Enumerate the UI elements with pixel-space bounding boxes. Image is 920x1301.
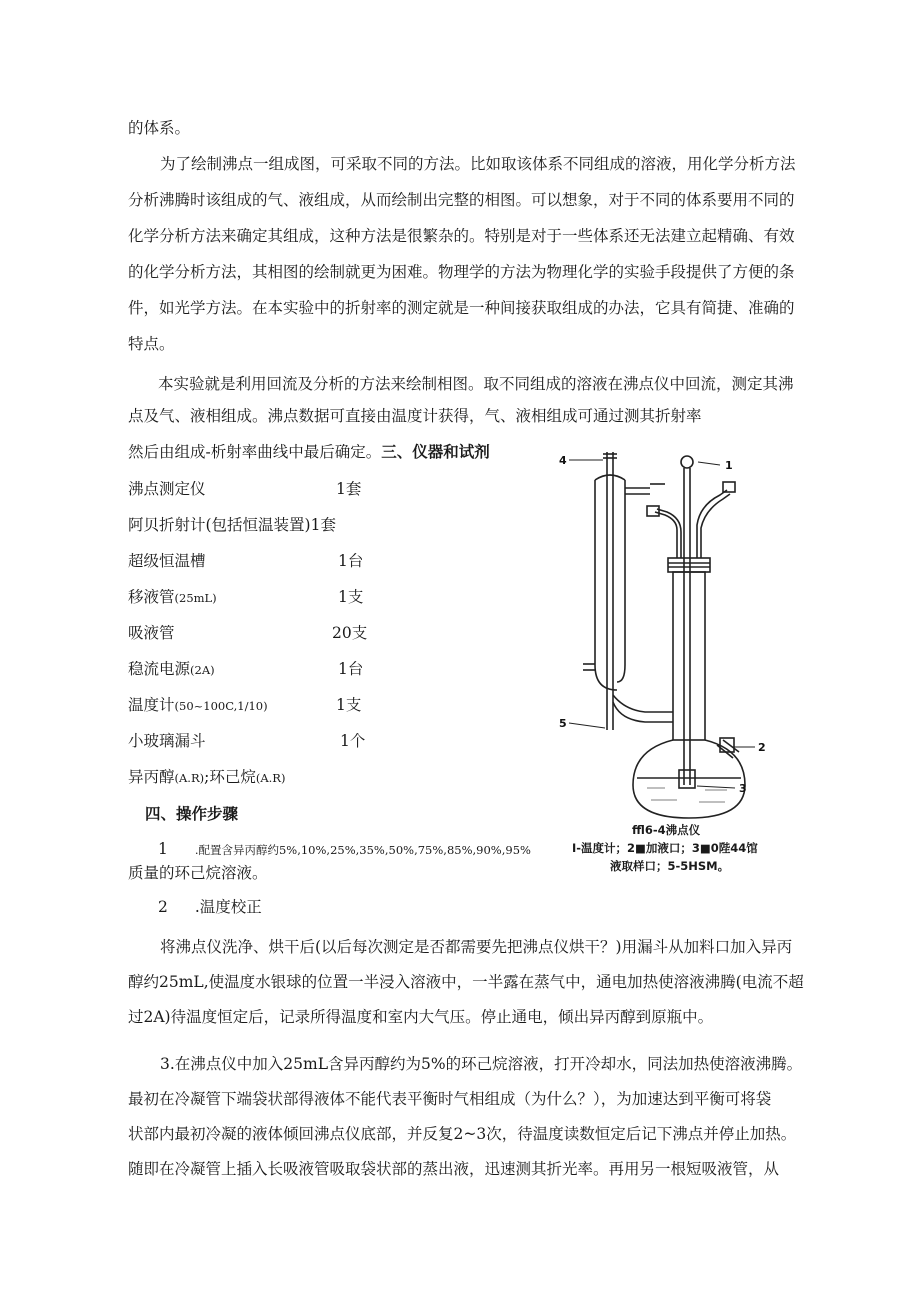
equipment-qty: 20支 [332, 624, 368, 642]
equipment-qty: 1支 [336, 696, 362, 714]
sampling-tap-left [647, 506, 659, 516]
text-line: 状部内最初冷凝的液体倾回沸点仪底部，并反复2~3次，待温度读数恒定后记下沸点并停止加热。 [128, 1125, 797, 1143]
diagram-label-1: 1 [725, 459, 733, 472]
label-leader [697, 786, 735, 788]
text-line: 为了绘制沸点一组成图，可采取不同的方法。比如取该体系不同组成的溶液，用化学分析方法 [160, 155, 796, 173]
paragraph-intro: 的体系。 [128, 119, 191, 137]
text-span: 然后由组成-析射率曲线中最后确定。 [128, 443, 382, 461]
condenser-outer-right [617, 480, 625, 682]
figure-caption-line: I-温度计；2■加液口；3■0陛44馆 [572, 841, 758, 855]
label-leader [569, 723, 605, 728]
equipment-qty: 1个 [340, 732, 366, 750]
equipment-qty: 1台 [338, 552, 364, 570]
diagram-label-3: 3 [739, 782, 747, 795]
diagram-label-2: 2 [758, 741, 766, 754]
equipment-name: 吸液管 [128, 624, 175, 642]
text-line: 将沸点仪洗净、烘干后(以后每次测定是否都需要先把沸点仪烘干？)用漏斗从加料口加入异丙 [160, 938, 793, 956]
diagram-label-4: 4 [559, 454, 567, 467]
equipment-name: 超级恒温槽 [128, 552, 206, 570]
equipment-name-detail: (A.R) [255, 771, 286, 785]
text-line [128, 440, 490, 462]
sampling-tube-right [701, 494, 730, 558]
equipment-name-detail: (A.R) [174, 771, 205, 785]
main-column [673, 572, 705, 740]
equipment-name: 小玻璃漏斗 [128, 732, 206, 750]
text-line: 的化学分析方法，其相图的绘制就更为困难。物理学的方法为物理化学的实验手段提供了方便的条 [128, 263, 795, 281]
equipment-qty: 1台 [338, 660, 364, 678]
sampling-tube-left [655, 512, 677, 558]
text-line: 最初在冷凝管下端袋状部得液体不能代表平衡时气相组成（为什么？），为加速达到平衡可将袋 [128, 1090, 772, 1108]
section-heading-equipment: 三、仪器和试剂 [381, 443, 490, 461]
diagram-label-5: 5 [559, 717, 567, 730]
section-heading-procedure: 四、操作步骤 [145, 805, 239, 823]
heater-coil [679, 770, 695, 788]
equipment-qty: 1支 [338, 588, 364, 606]
text-line: 化学分析方法来确定其组成，这种方法是很繁杂的。特别是对于一些体系还无法建立起精确、有效 [128, 227, 795, 245]
text-line: 醇约25mL,使温度水银球的位置一半浸入溶液中，一半露在蒸气中，通电加热使溶液沸腾(电流不超 [128, 973, 804, 991]
text-line: 分析沸腾时该组成的气、液组成，从而绘制出完整的相图。可以想象，对于不同的体系要用不同的 [128, 191, 795, 209]
equipment-name-detail: (2A) [190, 663, 215, 677]
text-line: 特点。 [128, 335, 175, 353]
equipment-name: 温度计(50~100C,1/10) [128, 696, 268, 714]
step-title: .温度校正 [194, 898, 262, 916]
equipment-name: 异丙醇(A.R);环己烷(A.R) [128, 768, 286, 786]
text-line: 件，如光学方法。在本实验中的折射率的测定就是一种间接获取组成的办法，它具有简捷、准确的 [128, 299, 795, 317]
step-text: .配置含异丙醇约5%,10%,25%,35%,50%,75%,85%,90%,95% [194, 843, 531, 857]
text-line: 过2A)待温度恒定后，记录所得温度和室内大气压。停止通电，倾出异丙醇到原瓶中。 [128, 1008, 714, 1026]
boiling-point-apparatus-diagram [555, 440, 785, 820]
thermometer-top-bulb [681, 456, 693, 468]
equipment-name-detail: (50~100C,1/10) [174, 699, 268, 713]
step-number: 1 [158, 840, 168, 858]
figure-caption-line: 液取样口；5-5HSM。 [610, 859, 730, 873]
sampling-tap-right [723, 482, 735, 492]
bridge-tube [613, 695, 673, 712]
equipment-name: 稳流电源(2A) [128, 660, 215, 678]
step-2 [158, 895, 262, 917]
flask-side-arm [723, 740, 739, 752]
text-line: 3.在沸点仪中加入25mL含异丙醇约为5%的环己烷溶液，打开冷却水，同法加热使溶液沸腾。 [160, 1055, 803, 1073]
step-1 [158, 840, 531, 858]
stopper [668, 558, 710, 572]
equipment-name: 阿贝折射计(包括恒温装置)1套 [128, 516, 336, 534]
equipment-name: 沸点测定仪 [128, 480, 206, 498]
label-leader [698, 462, 720, 465]
equipment-name-detail: (25mL) [174, 591, 217, 605]
text-line: 随即在冷凝管上插入长吸液管吸取袋状部的蒸出液，迅速测其折光率。再用另一根短吸液管，从 [128, 1160, 780, 1178]
text-line: 点及气、液相组成。沸点数据可直接由温度计获得，气、液相组成可通过测其折射率 [128, 407, 702, 425]
text-line: 本实验就是利用回流及分析的方法来绘制相图。取不同组成的溶液在沸点仪中回流，测定其沸 [158, 375, 794, 393]
equipment-qty: 1套 [336, 480, 362, 498]
condenser-top-cap [595, 475, 625, 480]
step-number: 2 [158, 898, 168, 916]
equipment-name: 移液管(25mL) [128, 588, 217, 606]
step-1-continued: 质量的环己烷溶液。 [128, 864, 268, 882]
figure-caption-title: ffl6-4沸点仪 [632, 823, 701, 837]
